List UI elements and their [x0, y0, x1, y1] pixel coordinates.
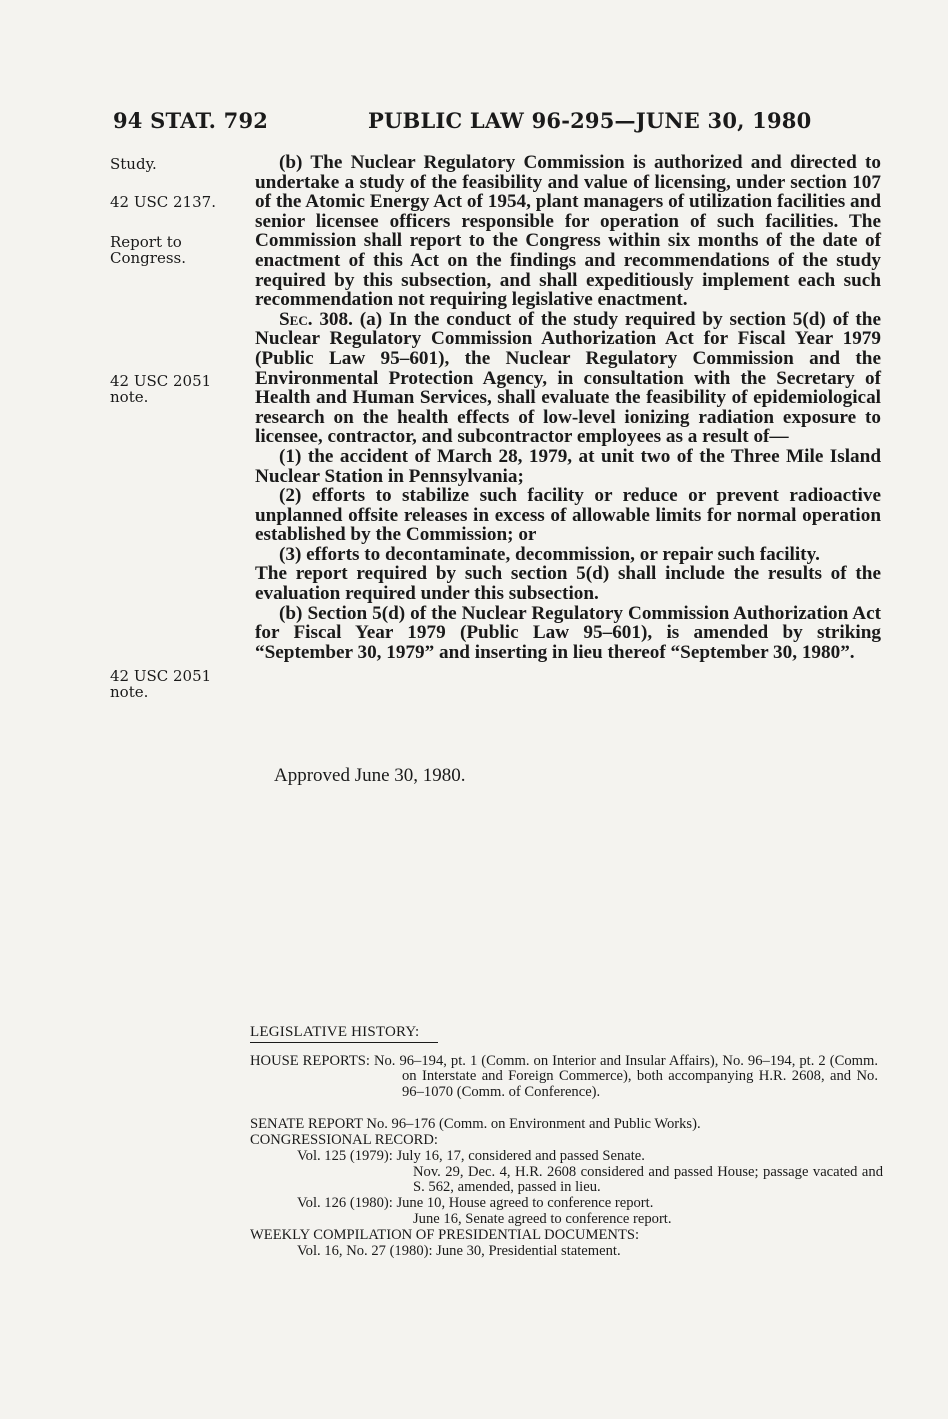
margin-note-usc-2051-first-line-2: note.	[110, 388, 149, 406]
margin-note-report-line-2: Congress.	[110, 249, 186, 267]
weekly-compilation: WEEKLY COMPILATION OF PRESIDENTIAL DOCUMENTS:	[250, 1227, 640, 1243]
paragraph-2: (2) efforts to stabilize such facility or reduce or prevent radioactive unplanned offsite releases in excess of allowable limits for normal operation established by the Commission; or	[255, 485, 881, 546]
legislative-history-rule	[250, 1042, 438, 1043]
margin-note-usc-2051-first	[110, 373, 220, 405]
section-label: Sec.	[279, 308, 313, 330]
vol-125-senate: Vol. 125 (1979): July 16, 17, considered and passed Senate.	[297, 1148, 645, 1164]
margin-note-report-to-congress	[110, 234, 220, 266]
legislative-history-title: LEGISLATIVE HISTORY:	[250, 1024, 420, 1040]
law-title-header: PUBLIC LAW 96-295—JUNE 30, 1980	[368, 108, 812, 133]
statute-body	[255, 153, 881, 662]
margin-note-usc-2051-second-line-1: 42 USC 2051	[110, 667, 212, 685]
house-reports: HOUSE REPORTS: No. 96–194, pt. 1 (Comm. on Interior and Insular Affairs), No. 96–194, pt. 2 (Comm. on Interstate and Foreign Commerce), both accompanying H.R. 2608, and No. 96–1070 (Comm. of Conference).	[250, 1053, 878, 1100]
margin-note-usc-2137: 42 USC 2137.	[110, 193, 216, 211]
margin-note-report-line-1: Report to	[110, 233, 182, 251]
report-paragraph: The report required by such section 5(d) shall include the results of the evaluation required under this subsection.	[255, 563, 881, 605]
section-308-a-text: 308. (a) In the conduct of the study required by section 5(d) of the Nuclear Regulatory Commission Authorization Act for Fiscal Year 1979 (Public Law 95–601), the Nuclear Regulatory Commission and the Environmental Protection Agency, in consultation with the Secretary of Health and Human Services, shall evaluate the feasibility of epidemiological research on the health effects of low-level ionizing radiation exposure to licensee, contractor, and subcontractor employees as a result of—	[255, 308, 881, 448]
margin-note-usc-2051-first-line-1: 42 USC 2051	[110, 372, 212, 390]
section-308-a	[255, 310, 881, 447]
vol-126-senate: June 16, Senate agreed to conference report.	[413, 1211, 672, 1227]
congressional-record: CONGRESSIONAL RECORD:	[250, 1132, 438, 1148]
vol-16-statement: Vol. 16, No. 27 (1980): June 30, Presidential statement.	[297, 1243, 621, 1259]
page-number-header: 94 STAT. 792	[113, 108, 269, 133]
margin-note-usc-2051-second-line-2: note.	[110, 683, 149, 701]
paragraph-1: (1) the accident of March 28, 1979, at unit two of the Three Mile Island Nuclear Station in Pennsylvania;	[255, 445, 881, 487]
vol-126-house: Vol. 126 (1980): June 10, House agreed to conference report.	[297, 1195, 654, 1211]
subsection-b-study: (b) The Nuclear Regulatory Commission is authorized and directed to undertake a study of the feasibility and value of licensing, under section 107 of the Atomic Energy Act of 1954, plant managers of utilization facilities and senior licensee officers responsible for operation of such facilities. The Commission shall report to the Congress within six months of the date of enactment of this Act on the findings and recommendations of the study required by this subsection, and shall expeditiously implement each such recommendation not requiring legislative enactment.	[255, 152, 881, 311]
vol-125-house: Nov. 29, Dec. 4, H.R. 2608 considered and passed House; passage vacated and S. 562, amended, passed in lieu.	[413, 1164, 883, 1196]
paragraph-3: (3) efforts to decontaminate, decommission, or repair such facility.	[279, 543, 820, 565]
margin-note-usc-2051-second	[110, 668, 220, 700]
margin-note-study: Study.	[110, 155, 157, 173]
approved-date: Approved June 30, 1980.	[274, 765, 466, 786]
senate-report: SENATE REPORT No. 96–176 (Comm. on Environment and Public Works).	[250, 1116, 701, 1132]
section-308-b: (b) Section 5(d) of the Nuclear Regulatory Commission Authorization Act for Fiscal Year 1979 (Public Law 95–601), is amended by striking “September 30, 1979” and inserting in lieu thereof “September 30, 1980”.	[255, 602, 881, 663]
